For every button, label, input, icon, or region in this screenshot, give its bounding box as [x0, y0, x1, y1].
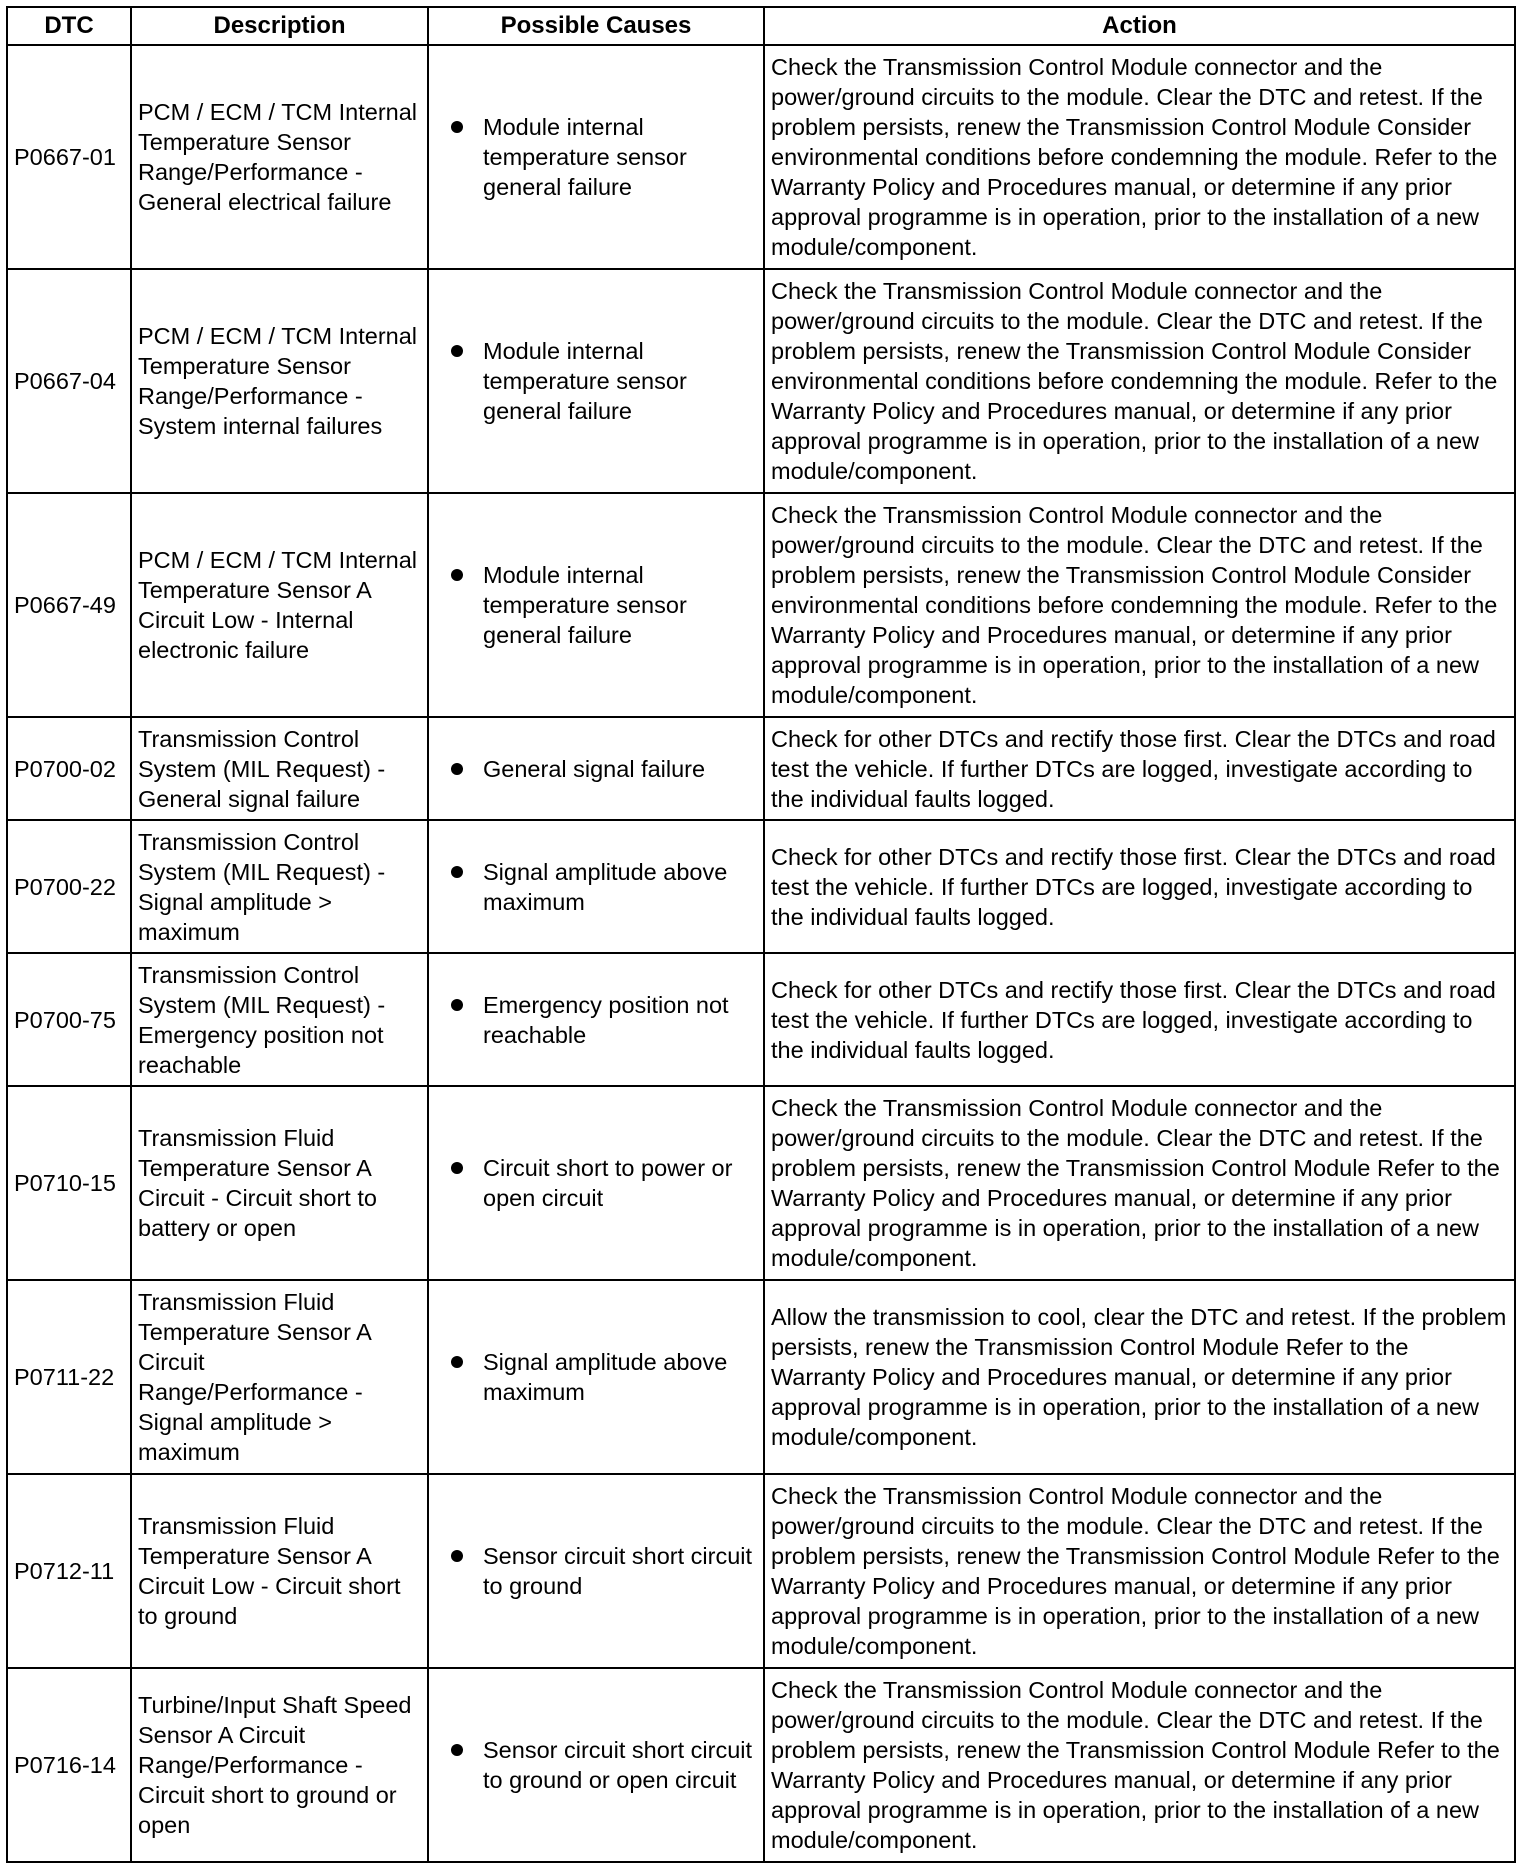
dtc-code: P0700-02 [7, 717, 131, 820]
possible-cause [428, 717, 764, 820]
possible-cause [428, 1086, 764, 1280]
dtc-action: Check for other DTCs and rectify those first. Clear the DTCs and road test the vehicle. If further DTCs are logged, investigate according to the individual faults logged. [764, 953, 1515, 1086]
dtc-code: P0700-22 [7, 820, 131, 953]
possible-cause [428, 953, 764, 1086]
possible-cause [428, 45, 764, 269]
dtc-action: Check the Transmission Control Module connector and the power/ground circuits to the module. Clear the DTC and retest. If the problem persists, renew the Transmission Control Module Consider environmental conditions before condemning the module. Refer to the Warranty Policy and Procedures manual, or determine if any prior approval programme is in operation, prior to the installation of a new module/component. [764, 269, 1515, 493]
table-header-row [7, 7, 1515, 45]
cause-text: Module internal temperature sensor general failure [483, 114, 687, 200]
cause-text: Signal amplitude above maximum [483, 858, 728, 915]
dtc-description: Transmission Control System (MIL Request) - Emergency position not reachable [131, 953, 428, 1086]
table-row [7, 820, 1515, 953]
dtc-description: PCM / ECM / TCM Internal Temperature Sensor Range/Performance - General electrical failure [131, 45, 428, 269]
possible-cause [428, 269, 764, 493]
bullet-icon [451, 1356, 463, 1368]
dtc-action: Allow the transmission to cool, clear the DTC and retest. If the problem persists, renew the Transmission Control Module Refer to the Warranty Policy and Procedures manual, or determine if any prior approval programme is in operation, prior to the installation of a new module/component. [764, 1280, 1515, 1474]
dtc-description: Turbine/Input Shaft Speed Sensor A Circuit Range/Performance - Circuit short to ground or open [131, 1668, 428, 1862]
dtc-action: Check for other DTCs and rectify those first. Clear the DTCs and road test the vehicle. If further DTCs are logged, investigate according to the individual faults logged. [764, 717, 1515, 820]
dtc-action: Check the Transmission Control Module connector and the power/ground circuits to the module. Clear the DTC and retest. If the problem persists, renew the Transmission Control Module Refer to the Warranty Policy and Procedures manual, or determine if any prior approval programme is in operation, prior to the installation of a new module/component. [764, 1474, 1515, 1668]
bullet-icon [451, 121, 463, 133]
bullet-icon [451, 999, 463, 1011]
cause-text: Sensor circuit short circuit to ground [483, 1543, 753, 1599]
dtc-code: P0700-75 [7, 953, 131, 1086]
header-description: Description [131, 7, 428, 45]
dtc-action: Check the Transmission Control Module connector and the power/ground circuits to the module. Clear the DTC and retest. If the problem persists, renew the Transmission Control Module Refer to the Warranty Policy and Procedures manual, or determine if any prior approval programme is in operation, prior to the installation of a new module/component. [764, 1668, 1515, 1862]
table-row [7, 45, 1515, 269]
dtc-code: P0667-49 [7, 493, 131, 717]
dtc-code: P0716-14 [7, 1668, 131, 1862]
cause-text: Emergency position not reachable [483, 991, 729, 1048]
possible-cause [428, 820, 764, 953]
bullet-icon [451, 763, 463, 775]
bullet-icon [451, 1550, 463, 1562]
header-possible-causes: Possible Causes [428, 7, 764, 45]
dtc-code: P0711-22 [7, 1280, 131, 1474]
bullet-icon [451, 1162, 463, 1174]
possible-cause [428, 1474, 764, 1668]
table-row [7, 717, 1515, 820]
dtc-description: Transmission Fluid Temperature Sensor A Circuit Range/Performance - Signal amplitude > maximum [131, 1280, 428, 1474]
dtc-action: Check the Transmission Control Module connector and the power/ground circuits to the module. Clear the DTC and retest. If the problem persists, renew the Transmission Control Module Consider environmental conditions before condemning the module. Refer to the Warranty Policy and Procedures manual, or determine if any prior approval programme is in operation, prior to the installation of a new module/component. [764, 45, 1515, 269]
dtc-action: Check the Transmission Control Module connector and the power/ground circuits to the module. Clear the DTC and retest. If the problem persists, renew the Transmission Control Module Refer to the Warranty Policy and Procedures manual, or determine if any prior approval programme is in operation, prior to the installation of a new module/component. [764, 1086, 1515, 1280]
dtc-action: Check the Transmission Control Module connector and the power/ground circuits to the module. Clear the DTC and retest. If the problem persists, renew the Transmission Control Module Consider environmental conditions before condemning the module. Refer to the Warranty Policy and Procedures manual, or determine if any prior approval programme is in operation, prior to the installation of a new module/component. [764, 493, 1515, 717]
bullet-icon [451, 866, 463, 878]
table-row [7, 1668, 1515, 1862]
dtc-description: Transmission Control System (MIL Request) - Signal amplitude > maximum [131, 820, 428, 953]
header-dtc: DTC [7, 7, 131, 45]
possible-cause [428, 493, 764, 717]
bullet-icon [451, 1744, 463, 1756]
dtc-code: P0667-01 [7, 45, 131, 269]
cause-text: Module internal temperature sensor general failure [483, 562, 687, 648]
cause-text: Circuit short to power or open circuit [483, 1155, 733, 1211]
cause-text: General signal failure [483, 755, 706, 782]
bullet-icon [451, 569, 463, 581]
possible-cause [428, 1668, 764, 1862]
dtc-code: P0710-15 [7, 1086, 131, 1280]
bullet-icon [451, 345, 463, 357]
dtc-description: PCM / ECM / TCM Internal Temperature Sensor A Circuit Low - Internal electronic failure [131, 493, 428, 717]
cause-text: Signal amplitude above maximum [483, 1349, 728, 1405]
possible-cause [428, 1280, 764, 1474]
dtc-description: Transmission Fluid Temperature Sensor A Circuit - Circuit short to battery or open [131, 1086, 428, 1280]
table-row [7, 1086, 1515, 1280]
dtc-description: Transmission Control System (MIL Request) - General signal failure [131, 717, 428, 820]
dtc-description: Transmission Fluid Temperature Sensor A Circuit Low - Circuit short to ground [131, 1474, 428, 1668]
dtc-code: P0712-11 [7, 1474, 131, 1668]
cause-text: Module internal temperature sensor general failure [483, 338, 687, 424]
table-row [7, 1474, 1515, 1668]
cause-text: Sensor circuit short circuit to ground or open circuit [483, 1737, 753, 1793]
table-row [7, 953, 1515, 1086]
dtc-table [6, 6, 1516, 1863]
header-action: Action [764, 7, 1515, 45]
table-row [7, 269, 1515, 493]
dtc-description: PCM / ECM / TCM Internal Temperature Sensor Range/Performance - System internal failures [131, 269, 428, 493]
table-row [7, 493, 1515, 717]
table-row [7, 1280, 1515, 1474]
dtc-code: P0667-04 [7, 269, 131, 493]
dtc-action: Check for other DTCs and rectify those first. Clear the DTCs and road test the vehicle. If further DTCs are logged, investigate according to the individual faults logged. [764, 820, 1515, 953]
